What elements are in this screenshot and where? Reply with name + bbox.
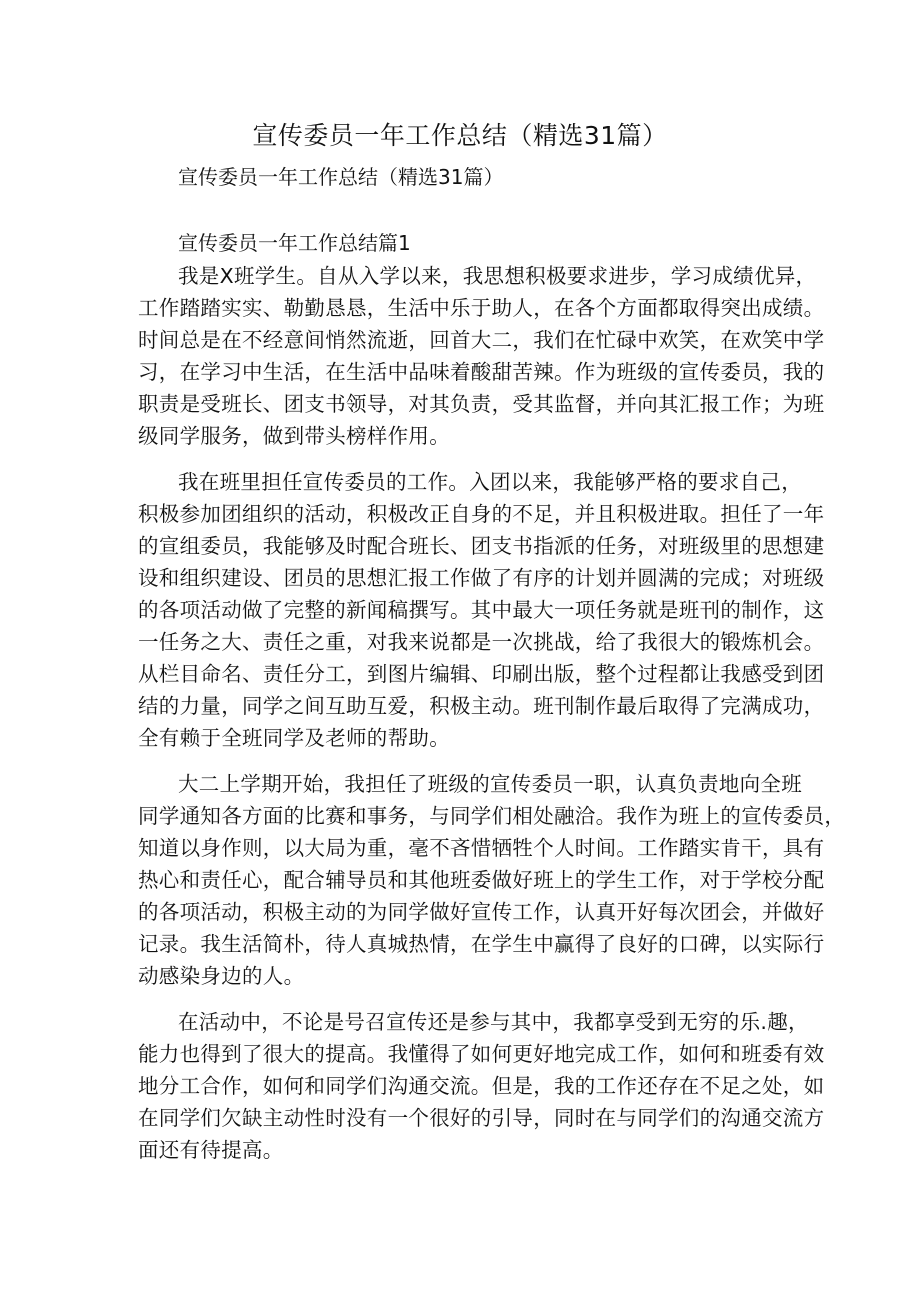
paragraph-line: 一任务之大、责任之重，对我来说都是一次挑战，给了我很大的锻炼机会。 [138,630,825,654]
paragraph-line: 知道以身作则，以大局为重，毫不吝惜牺牲个人时间。工作踏实肯干，具有 [138,836,825,860]
paragraph-line: 的各项活动，积极主动的为同学做好宣传工作，认真开好每次团会，并做好 [138,900,825,924]
paragraph-line: 时间总是在不经意间悄然流逝，回首大二，我们在忙碌中欢笑，在欢笑中学 [138,328,825,352]
paragraph-1 [138,260,825,452]
paragraph-line: 大二上学期开始，我担任了班级的宣传委员一职，认真负责地向全班 [178,772,802,796]
paragraph-line: 工作踏踏实实、勒勤恳恳，生活中乐于助人，在各个方面都取得突出成绩。 [138,296,825,320]
paragraph-line: 我是X班学生。自从入学以来，我思想积极要求进步，学习成绩优异， [178,264,817,288]
document-subtitle: 宣传委员一年工作总结（精选31篇） [178,165,504,189]
paragraph-line: 在同学们欠缺主动性时没有一个很好的引导，同时在与同学们的沟通交流方 [138,1106,825,1130]
paragraph-line: 记录。我生活简朴，待人真城热情，在学生中赢得了良好的口碑，以实际行 [138,932,825,956]
paragraph-line: 在活动中，不论是号召宣传还是参与其中，我都享受到无穷的乐.趣， [178,1010,809,1034]
paragraph-line: 同学通知各方面的比赛和事务，与同学们相处融洽。我作为班上的宣传委员， [138,804,846,828]
document-title: 宣传委员一年工作总结（精选31篇） [252,121,668,150]
paragraph-line: 热心和责任心，配合辅导员和其他班委做好班上的学生工作，对于学校分配 [138,868,825,892]
paragraph-line: 能力也得到了很大的提高。我懂得了如何更好地完成工作，如何和班委有效 [138,1042,825,1066]
paragraph-line: 职责是受班长、团支书领导，对其负责，受其监督，并向其汇报工作；为班 [138,392,825,416]
section-heading: 宣传委员一年工作总结篇1 [178,231,411,255]
paragraph-4 [138,1006,825,1166]
paragraph-line: 习，在学习中生活，在生活中品味着酸甜苦辣。作为班级的宣传委员，我的 [138,360,825,384]
paragraph-line: 我在班里担任宣传委员的工作。入团以来，我能够严格的要求自己， [178,470,802,494]
paragraph-line: 级同学服务，做到带头榜样作用。 [138,424,450,448]
paragraph-line: 从栏目命名、责任分工，到图片编辑、印刷出版，整个过程都让我感受到团 [138,662,825,686]
paragraph-line: 全有赖于全班同学及老师的帮助。 [138,726,450,750]
paragraph-line: 动感染身边的人。 [138,964,305,988]
paragraph-line: 结的力量，同学之间互助互爱，积极主动。班刊制作最后取得了完满成功， [138,694,825,718]
paragraph-line: 积极参加团组织的活动，积极改正自身的不足，并且积极进取。担任了一年 [138,502,825,526]
body-text [138,260,846,1166]
paragraph-line: 地分工合作，如何和同学们沟通交流。但是，我的工作还存在不足之处，如 [138,1074,825,1098]
paragraph-line: 的各项活动做了完整的新闻稿撰写。其中最大一项任务就是班刊的制作，这 [138,598,825,622]
paragraph-2 [138,466,825,754]
paragraph-3 [138,768,846,992]
paragraph-line: 的宣组委员，我能够及时配合班长、团支书指派的任务，对班级里的思想建 [138,534,825,558]
paragraph-line: 设和组织建设、团员的思想汇报工作做了有序的计划并圆满的完成；对班级 [138,566,825,590]
paragraph-line: 面还有待提高。 [138,1138,284,1162]
